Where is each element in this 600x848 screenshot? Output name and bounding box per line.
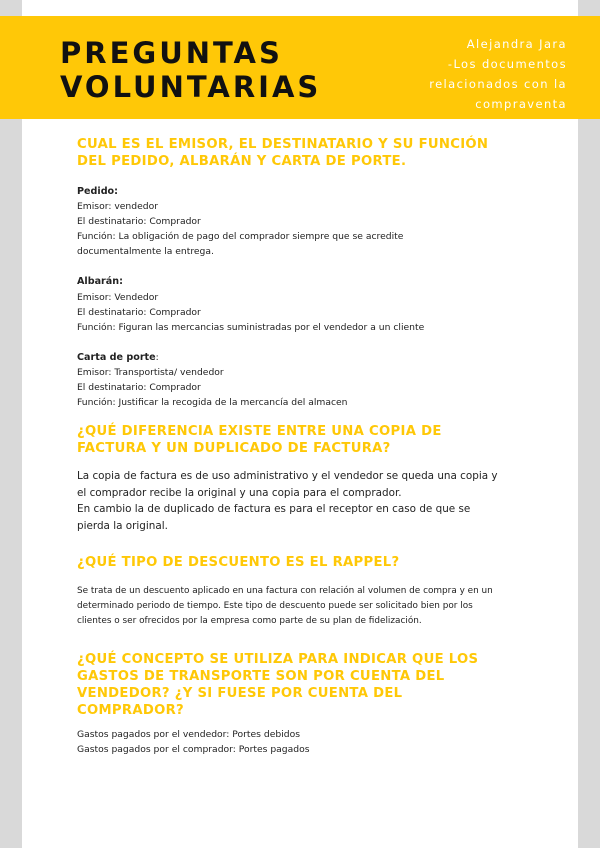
- author-line: Alejandra Jara: [466, 37, 567, 51]
- author-line: relacionados con la: [429, 77, 567, 91]
- title-line: VOLUNTARIAS: [60, 70, 322, 104]
- question-heading-2: ¿QUÉ DIFERENCIA EXISTE ENTRE UNA COPIA DE FACTURA Y UN DUPLICADO DE FACTURA?: [77, 424, 442, 457]
- answer-3: Se trata de un descuento aplicado en una factura con relación al volumen de compra y en un determinado periodo de tiempo. Este tipo de descuento puede ser solicitado bien por los clientes o ser ofrecidos por la empresa como parte de su plan de fidelización.: [77, 585, 493, 626]
- block-label: Carta de porte:: [77, 351, 159, 363]
- author-line: compraventa: [475, 97, 567, 111]
- title-line: PREGUNTAS: [60, 36, 283, 70]
- block-label: Albarán:: [77, 276, 123, 288]
- page-title: [60, 36, 321, 104]
- albaran-block: Albarán: Emisor: Vendedor El destinatario: Comprador Función: Figuran las mercancias suministradas por el vendedor a un cliente: [77, 274, 527, 334]
- content: [77, 136, 527, 757]
- answer-4: Gastos pagados por el vendedor: Portes debidos Gastos pagados por el comprador: Portes pagados: [77, 728, 310, 755]
- author-info: [367, 34, 567, 114]
- question-heading-4: ¿QUÉ CONCEPTO SE UTILIZA PARA INDICAR QUE LOS GASTOS DE TRANSPORTE SON POR CUENTA DEL VENDEDOR? ¿Y SI FUESE POR CUENTA DEL COMPRADOR?: [77, 651, 479, 718]
- block-label: Pedido:: [77, 186, 118, 197]
- carta-block: Carta de porte: Emisor: Transportista/ vendedor El destinatario: Comprador Función: Justificar la recogida de la mercancía del almacen: [77, 350, 527, 410]
- pedido-block: Pedido: Emisor: vendedor El destinatario: Comprador Función: La obligación de pago del comprador siempre que se acredite documentalmente la entrega.: [77, 184, 527, 259]
- author-line: -Los documentos: [447, 57, 567, 71]
- question-heading-3: ¿QUÉ TIPO DE DESCUENTO ES EL RAPPEL?: [77, 554, 400, 570]
- question-heading-1: CUAL ES EL EMISOR, EL DESTINATARIO Y SU FUNCIÓN DEL PEDIDO, ALBARÁN Y CARTA DE PORTE.: [77, 137, 489, 169]
- answer-2: La copia de factura es de uso administrativo y el vendedor se queda una copia y el comprador recibe la original y una copia para el comprador. En cambio la de duplicado de factura es para el receptor en caso de que se pierda la original.: [77, 470, 498, 532]
